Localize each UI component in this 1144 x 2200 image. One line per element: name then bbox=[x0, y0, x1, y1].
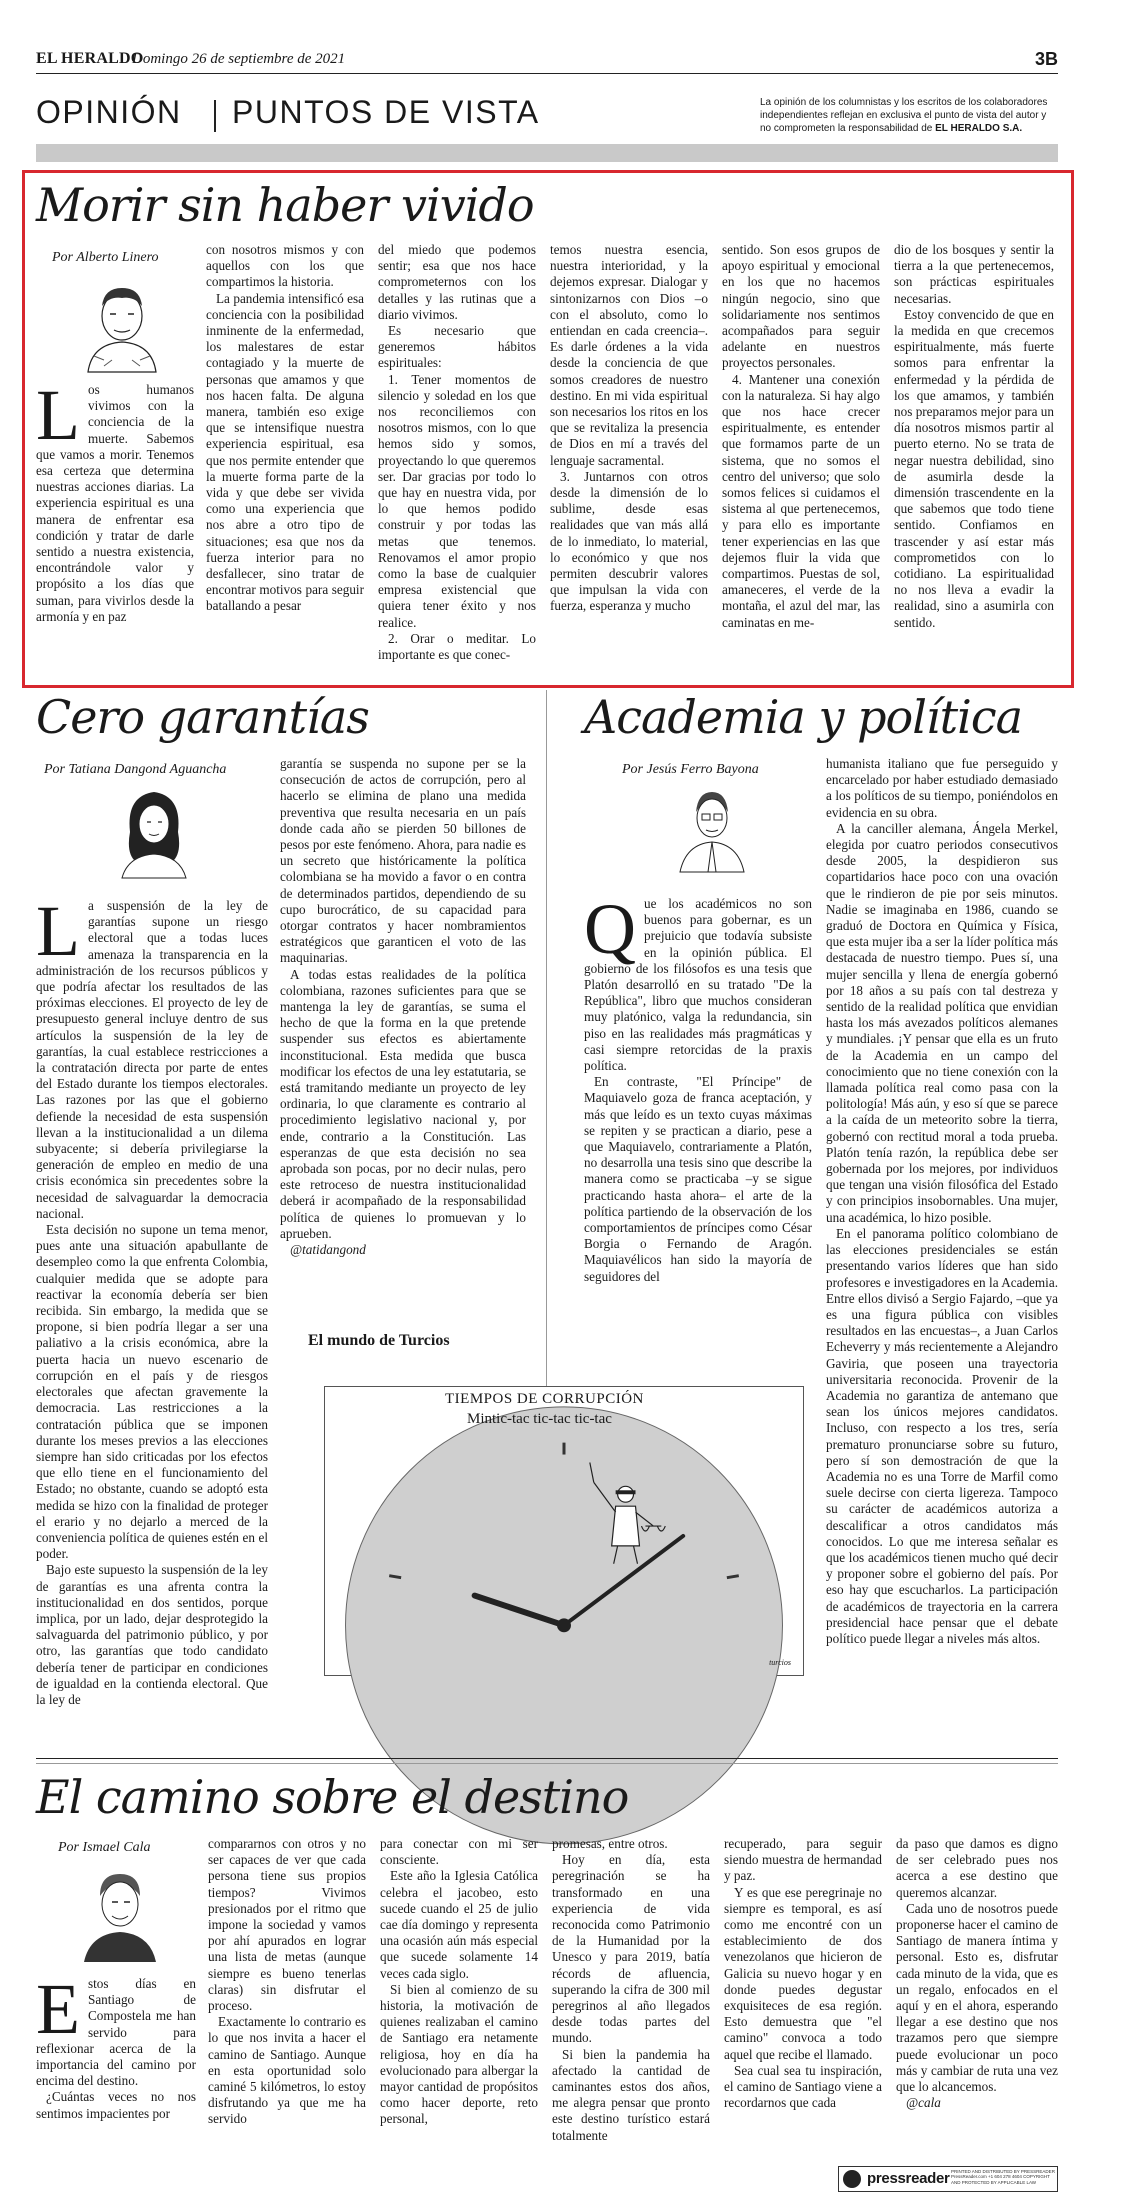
paragraph: da paso que damos es digno de ser celebrado pues nos acerca a ese destino que queremos alcanzar. bbox=[896, 1836, 1058, 1900]
article-column bbox=[208, 1836, 366, 2196]
cartoon-title: TIEMPOS DE CORRUPCIÓN bbox=[445, 1391, 644, 1407]
paragraph: Sea cual sea tu inspiración, el camino de Santiago viene a recordarnos que cada bbox=[724, 2062, 882, 2111]
author-portrait bbox=[112, 782, 196, 878]
paragraph: Hoy en día, esta peregrinación se ha transformado en una experiencia de vida reconocida como Patrimonio de la Humanidad por la Unesco y para 2019, batía récords de afluencia, superando la cifra de 300 mil peregrinos al año llegados desde todas partes del mundo. bbox=[552, 1852, 710, 2046]
paragraph: 4. Mantener una conexión con la naturaleza. Si hay algo que nos hace crecer espiritualmente, es entender que formamos parte de un sistema, que no somos el centro del universo; que solo somos felices si cuidamos el sistema al que pertenecemos, y para ello es importante tener experiencias en las que dejemos fluir la vida que compartimos. Puestas de sol, amaneceres, el verde de la montaña, el azul del mar, las caminatas en me- bbox=[722, 371, 880, 630]
paragraph: del miedo que podemos sentir; esa que nos hace comprometernos con los detalles y las rutinas que a diario vivimos. bbox=[378, 242, 536, 322]
paragraph: Es necesario que generemos hábitos espirituales: bbox=[378, 323, 536, 371]
pressreader-brand: pressreader bbox=[867, 2170, 950, 2187]
paragraph: La pandemia intensificó esa conciencia con la posibilidad inminente de la enfermedad, los malestares de estar contagiado y la muerte de personas que amamos y que nos hacen falta. De alguna manera, también eso exige que se intensifique nuestra experiencia espiritual, esa que nos permite entender que la muerte forma parte de la vida y que debe ser vivida como una experiencia que nos abre a otro tipo de situaciones; esa que nos da fuerza interior para no desfallecer, sino tratar de encontrar motivos para seguir batallando a pesar bbox=[206, 290, 364, 614]
cartoon-subtitle: Mintic-tac tic-tac tic-tac bbox=[467, 1411, 612, 1427]
pressreader-badge[interactable] bbox=[838, 2166, 1058, 2192]
article-column bbox=[378, 242, 536, 663]
paragraph: A la canciller alemana, Ángela Merkel, elegida por cuatro periodos consecutivos desde 2005, la despidieron sus copartidarios hace poco con una ovación que le rindieron de pie por seis minutos. Nadie se imaginaba en 1986, cuando se graduó de Doctora en Química y Física, que esta mujer iba a ser la líder política más destacada de nuestro tiempo. Pues sí, una mujer sencilla y llena de energía gobernó por 18 años a su país con tal destreza y sentido de la realidad política que envidian hasta los más avezados políticos alemanes y mundiales. ¡Y pensar que ella es un fruto de la Academia en un campo del conocimiento que no tiene conexión con la llamada política real como pasa con la politología! Más aún, y eso sí que se parece a la caída de un meteorito sobre la tierra, gobernó con rectitud moral a toda prueba. Platón tenía razón, la república debe ser gobernada por los mejores, por individuos que tengan una visión filosófica del Estado y con principios insobornables. Una mujer, una académica, lo hizo posible. bbox=[826, 820, 1058, 1225]
paragraph: Esta decisión no supone un tema menor, pues ante una situación apabullante de desempleo como la que enfrenta Colombia, cualquier medida que se adopte para reactivar la economía debería ser bien recibida. Sin embargo, la medida que se propone, si bien podría llegar a ser una paliativo a la crisis económica, abre la puerta hacia un nuevo escenario de corrupción en el país y de riesgos electorales que afectan gravemente la democracia. Las restricciones a la contratación pública que se imponen durante los meses previos a las elecciones siempre han sido criticadas por los efectos que ello tiene en el funcionamiento del Estado; no obstante, cuando se adoptó esta medida se hizo con la finalidad de proteger el erario y no dejarlo a merced de la conveniencia política de quienes estén en el poder. bbox=[36, 1222, 268, 1562]
article-column bbox=[36, 1969, 196, 2196]
article-column bbox=[724, 1836, 882, 2196]
drop-cap: E bbox=[36, 1969, 80, 2049]
disclaimer-company: EL HERALDO S.A. bbox=[935, 123, 1023, 134]
paragraph: 3. Juntarnos con otros desde la dimensión de lo sublime, desde esas realidades que van más allá de lo inmediato, lo material, lo económico y que nos permiten descubrir valores que impulsan la vida con fuerza, esperanza y mucho bbox=[550, 468, 708, 614]
masthead bbox=[36, 48, 1058, 74]
cartoon-section-title: El mundo de Turcios bbox=[308, 1332, 450, 1349]
paragraph: humanista italiano que fue perseguido y encarcelado por haber estudiado demasiado a los políticos de su tiempo, poniéndolos en evidencia en su obra. bbox=[826, 756, 1058, 820]
article-column bbox=[280, 756, 526, 1316]
article-headline: Cero garantías bbox=[36, 690, 369, 744]
paragraph: con nosotros mismos y con aquellos con los que compartimos la historia. bbox=[206, 242, 364, 290]
paragraph: A todas estas realidades de la política colombiana, razones suficientes para que se mantenga la ley de garantías, se suma el hecho de que la forma en la que pretende suspender sus efectos es abiertamente inconstitucional. Esta medida que busca modificar los efectos de una ley estatutaria, se está tramitando mediante un proyecto de ley ordinaria, lo que claramente es contrario al procedimiento legislativo nacional y, por ende, contrario a la Constitución. Las esperanzas de que esta decisión no sea aprobada son pocas, por no decir nulas, pero este retroceso de nuestra institucionalidad deberá ir acompañado de la responsabilidad política de quienes lo promuevan y lo aprueben. bbox=[280, 966, 526, 1241]
author-portrait bbox=[74, 1862, 166, 1962]
drop-cap: Q bbox=[584, 889, 636, 969]
article-column bbox=[722, 242, 880, 642]
paragraph: recuperado, para seguir siendo muestra de hermandad y paz. bbox=[724, 1836, 882, 1884]
disclaimer-note bbox=[760, 96, 1060, 135]
paragraph: Si bien la pandemia ha afectado la cantidad de caminantes estos dos años, me alegra pensar que pronto este destino turístico estará totalmente bbox=[552, 2046, 710, 2143]
section-divider bbox=[36, 1758, 1058, 1759]
pressreader-icon bbox=[843, 2170, 861, 2188]
paragraph: Bajo este supuesto la suspensión de la ley de garantías es una afrenta contra la institucionalidad en dos sentidos, porque implica, por un lado, dejar desprotegido la salvaguarda del patrimonio público, y por otro, las garantías que todo candidato debería tener de participar en condiciones de igualdad en la contienda electoral. Que la ley de bbox=[36, 1562, 268, 1707]
paragraph: 2. Orar o meditar. Lo importante es que conec- bbox=[378, 630, 536, 663]
author-portrait bbox=[74, 276, 170, 372]
paragraph: En el panorama político colombiano de las elecciones presidenciales se están presentando varios líderes que han sido profesores e investigadores en la Academia. Entre ellos divisó a Sergio Fajardo, –que ya es una figura pública con visibles resultados en las encuestas–, a Juan Carlos Echeverry y más recientemente a Alejandro Gaviria, que poseen una trayectoria universitaria reconocida. Provenir de la Academia no garantiza de antemano que sean los únicos mejores candidatos. Incluso, con respecto a los tres, sería prematuro pronunciarse sobre su futuro, pero sí son demostración de que la Academia no es una Torre de Marfil como suele decirse con cierta ligereza. Tampoco su carácter de académicos autoriza a descalificar a otros candidatos más conocidos. Lo que me interesa señalar es que los académicos tienen mucho qué decir y proponer sobre el gobierno del país. Por eso hay que escucharlos. La participación de académicos de trayectoria en la carrera presidencial hace pensar que el debate político puede llegar a niveles más altos. bbox=[826, 1225, 1058, 1646]
paragraph: stos días en Santiago de Compostela me han servido para reflexionar acerca de la importancia del camino por encima del destino. bbox=[36, 1976, 196, 2089]
article-column bbox=[584, 889, 812, 1328]
issue-date: Domingo 26 de septiembre de 2021 bbox=[132, 51, 346, 67]
paragraph: ue los académicos no son buenos para gobernar, es un prejuicio que todavía subsiste en la opinión pública. El gobierno de los filósofos es una tesis que Platón desarrolló en su tratado "De la República", libro que muchos consideran muy platónico, valga la redundancia, sin piso en las realidades más pragmáticas y casi siempre retorcidas de la praxis política. bbox=[584, 896, 812, 1074]
article-column bbox=[552, 1836, 710, 2196]
paragraph: garantía se suspenda no supone per se la consecución de actos de corrupción, pero al hacerlo se elimina de plano una medida preventiva que resulta necesaria en un país donde cada año se pierden 50 billones de pesos por este fenómeno. Ahora, para nadie es un secreto que históricamente la política colombiana se ha movido a favor o en contra de determinados partidos, dependiendo de su cupo burocrático, de su capacidad para otorgar contratos y hacer nombramientos estratégicos que garanticen el voto de las maquinarias. bbox=[280, 756, 526, 966]
section-subtitle: PUNTOS DE VISTA bbox=[232, 94, 540, 130]
article-headline: Academia y política bbox=[584, 690, 1023, 744]
paragraph: Este año la Iglesia Católica celebra el jacobeo, esto sucede cuando el 25 de julio cae día domingo y representa una ocasión aún más especial que sucede solamente 14 veces cada siglo. bbox=[380, 1868, 538, 1981]
article-byline: Por Ismael Cala bbox=[58, 1840, 151, 1855]
paragraph: Si bien al comienzo de su historia, la motivación de quienes realizaban el camino de Santiago era netamente religiosa, hoy en día ha evolucionado para albergar la mayor cantidad de propósitos como hacer deporte, reto personal, bbox=[380, 1981, 538, 2127]
cartoon-drawing bbox=[325, 1387, 803, 1675]
article-headline: El camino sobre el destino bbox=[36, 1770, 629, 1824]
paragraph: Y es que ese peregrinaje no siempre es temporal, es así como me encontré con un establecimiento de dos venezolanos que hicieron de Galicia su nuevo hogar y en donde puedes degustar exquisiteces de esa región. Esto demuestra que "el camino" convoca a todo aquel que recibe el llamado. bbox=[724, 1884, 882, 2062]
article-byline: Por Alberto Linero bbox=[52, 250, 159, 265]
article-headline: Morir sin haber vivido bbox=[36, 178, 534, 232]
article-column bbox=[826, 756, 1058, 1748]
paragraph: Exactamente lo contrario es lo que nos invita a hacer el camino de Santiago. Aunque en esta oportunidad solo caminé 5 kilómetros, lo estoy disfrutando ya que me ha servido bbox=[208, 2014, 366, 2127]
paragraph: promesas, entre otros. bbox=[552, 1836, 668, 1851]
article-column bbox=[380, 1836, 538, 2196]
section-title: OPINIÓN bbox=[36, 94, 182, 130]
article-column bbox=[206, 242, 364, 642]
article-column bbox=[36, 891, 268, 1740]
article-column bbox=[894, 242, 1054, 642]
author-handle: @cala bbox=[906, 2095, 941, 2111]
paragraph: 1. Tener momentos de silencio y soledad en los que nos reconciliemos con nosotros mismos, con lo que hemos sido y somos, proyectando lo que queremos ser. Dar gracias por todo lo que hay en nuestra vida, por lo que hemos podido construir y por todas las metas que tenemos. Renovamos el amor propio como la base de cualquier empresa existencial que quiera tener éxito y nos realice. bbox=[378, 371, 536, 630]
article-column bbox=[550, 242, 708, 642]
paragraph: Cada uno de nosotros puede proponerse hacer el camino de Santiago de manera íntima y personal. Esto es, disfrutar cada minuto de la vida, que es un regalo, enfocados en el aquí y en el ahora, esperando llegar a ese destino que nos trazamos pero que siempre puede evolucionar un poco más y cambiar de ruta una vez que lo alcancemos. bbox=[896, 1900, 1058, 2095]
section-divider bbox=[214, 100, 216, 132]
paragraph: compararnos con otros y no ser capaces de ver que cada persona tiene sus propios tiempos? Vivimos presionados por el ritmo que impone la sociedad y vamos por ahí apurados en lograr una lista de metas (aunque siempre es bueno tenerlas claras) sin disfrutar el proceso. bbox=[208, 1836, 366, 2014]
article-byline: Por Tatiana Dangond Aguancha bbox=[44, 762, 227, 777]
header-gray-band bbox=[36, 144, 1058, 162]
article-column bbox=[36, 375, 194, 642]
author-handle: @tatidangond bbox=[290, 1242, 366, 1258]
drop-cap: L bbox=[36, 891, 80, 971]
paragraph: En contraste, "El Príncipe" de Maquiavelo goza de franca aceptación, y más que leído es un texto cuyas máximas se repiten y se practican a diario, pese a que Maquiavelo, contrariamente a Platón, no desarrolla una tesis sino que describe la manera como se practicaba –y se sigue practicando hasta ahora– el arte de la política partiendo de la observación de los comportamientos de príncipes como César Borgia o Fernando de Aragón. Maquiavélicos han sido la mayoría de seguidores del bbox=[584, 1074, 812, 1284]
paragraph: ¿Cuántas veces no nos sentimos impacientes por bbox=[36, 2089, 196, 2121]
author-portrait bbox=[672, 782, 752, 872]
paragraph: a suspensión de la ley de garantías supone un riesgo electoral que a todas luces amenaza la transparencia en la administración de los recursos públicos y que podría afectar los resultados de las próximas elecciones. El proyecto de ley de presupuesto general incluye dentro de sus artículos la suspensión de la ley de garantías, la cual establece restricciones a la contratación directa por parte de entes del Estado durante los tiempos electorales. Las razones por las que el gobierno defiende la necesidad de esta suspensión llevan a la institucionalidad a un dilema subyacente; si debería privilegiarse la generación de empleo en medio de una crisis económica sin precedentes sobre la necesidad de salvaguardar la democracia nacional. bbox=[36, 898, 268, 1221]
paragraph: os humanos vivimos con la conciencia de la muerte. Sabemos que vamos a morir. Tenemos esa certeza que determina nuestras acciones diarias. La experiencia espiritual es una manera de enfrentar esa condición y tratar de darle sentido a nuestra existencia, encontrándole valor y propósito a los días que suman, para vivirlos desde la armonía y en paz bbox=[36, 382, 194, 624]
disclaimer-text: La opinión de los columnistas y los escritos de los colaboradores independientes reflejan en exclusiva el punto de vista del autor y no comprometen la responsabilidad de bbox=[760, 97, 1048, 134]
editorial-cartoon bbox=[324, 1386, 804, 1676]
paragraph: dio de los bosques y sentir la tierra a la que pertenecemos, son prácticas espirituales necesarias. bbox=[894, 242, 1054, 306]
page-number: 3B bbox=[1034, 49, 1058, 69]
paragraph: Estoy convencido de que en la medida en que crecemos espiritualmente, más fuerte somos para enfrentar la enfermedad y la pérdida de los que amamos, y también nos preparamos mejor para un día nosotros mismos partir al puerto eterno. No se trata de negar nuestra debilidad, sino de asumirla desde la dimensión trascendente en la que sabemos que todo tiene sentido. Confiamos en trascender y así estar más comprometidos con lo cotidiano. La espiritualidad no nos lleva a evadir la realidad, sino a asumirla con sentido. bbox=[894, 306, 1054, 630]
drop-cap: L bbox=[36, 375, 80, 455]
section-header bbox=[36, 92, 1058, 138]
paragraph: sentido. Son esos grupos de apoyo espiritual y emocional en los que no hacemos ningún negocio, sino que solidariamente nos sentimos acompañados para seguir adelante en nuestros proyectos personales. bbox=[722, 242, 880, 371]
pressreader-copyright: PRINTED AND DISTRIBUTED BY PRESSREADER PressReader.com +1 604 278 4604 COPYRIGHT AND PROTECTED BY APPLICABLE LAW bbox=[951, 2169, 1055, 2185]
cartoonist-signature: turcios bbox=[769, 1658, 791, 1667]
article-column bbox=[896, 1836, 1058, 2156]
section-divider bbox=[36, 1763, 1058, 1764]
article-byline: Por Jesús Ferro Bayona bbox=[622, 762, 759, 777]
paragraph: para conectar con mi ser consciente. bbox=[380, 1836, 538, 1868]
newspaper-name: EL HERALDO bbox=[36, 50, 144, 67]
paragraph: temos nuestra esencia, nuestra interioridad, y la dejemos expresar. Dialogar y sintonizarnos con Dios –o con el absoluto, como lo entiendan en cada creencia–. Es darle órdenes a la vida desde la conciencia de que somos creadores de nuestro destino. En mi vida espiritual son necesarios los ritos en los que se revitaliza la presencia de Dios en mí a través del lenguaje sacramental. bbox=[550, 242, 708, 468]
